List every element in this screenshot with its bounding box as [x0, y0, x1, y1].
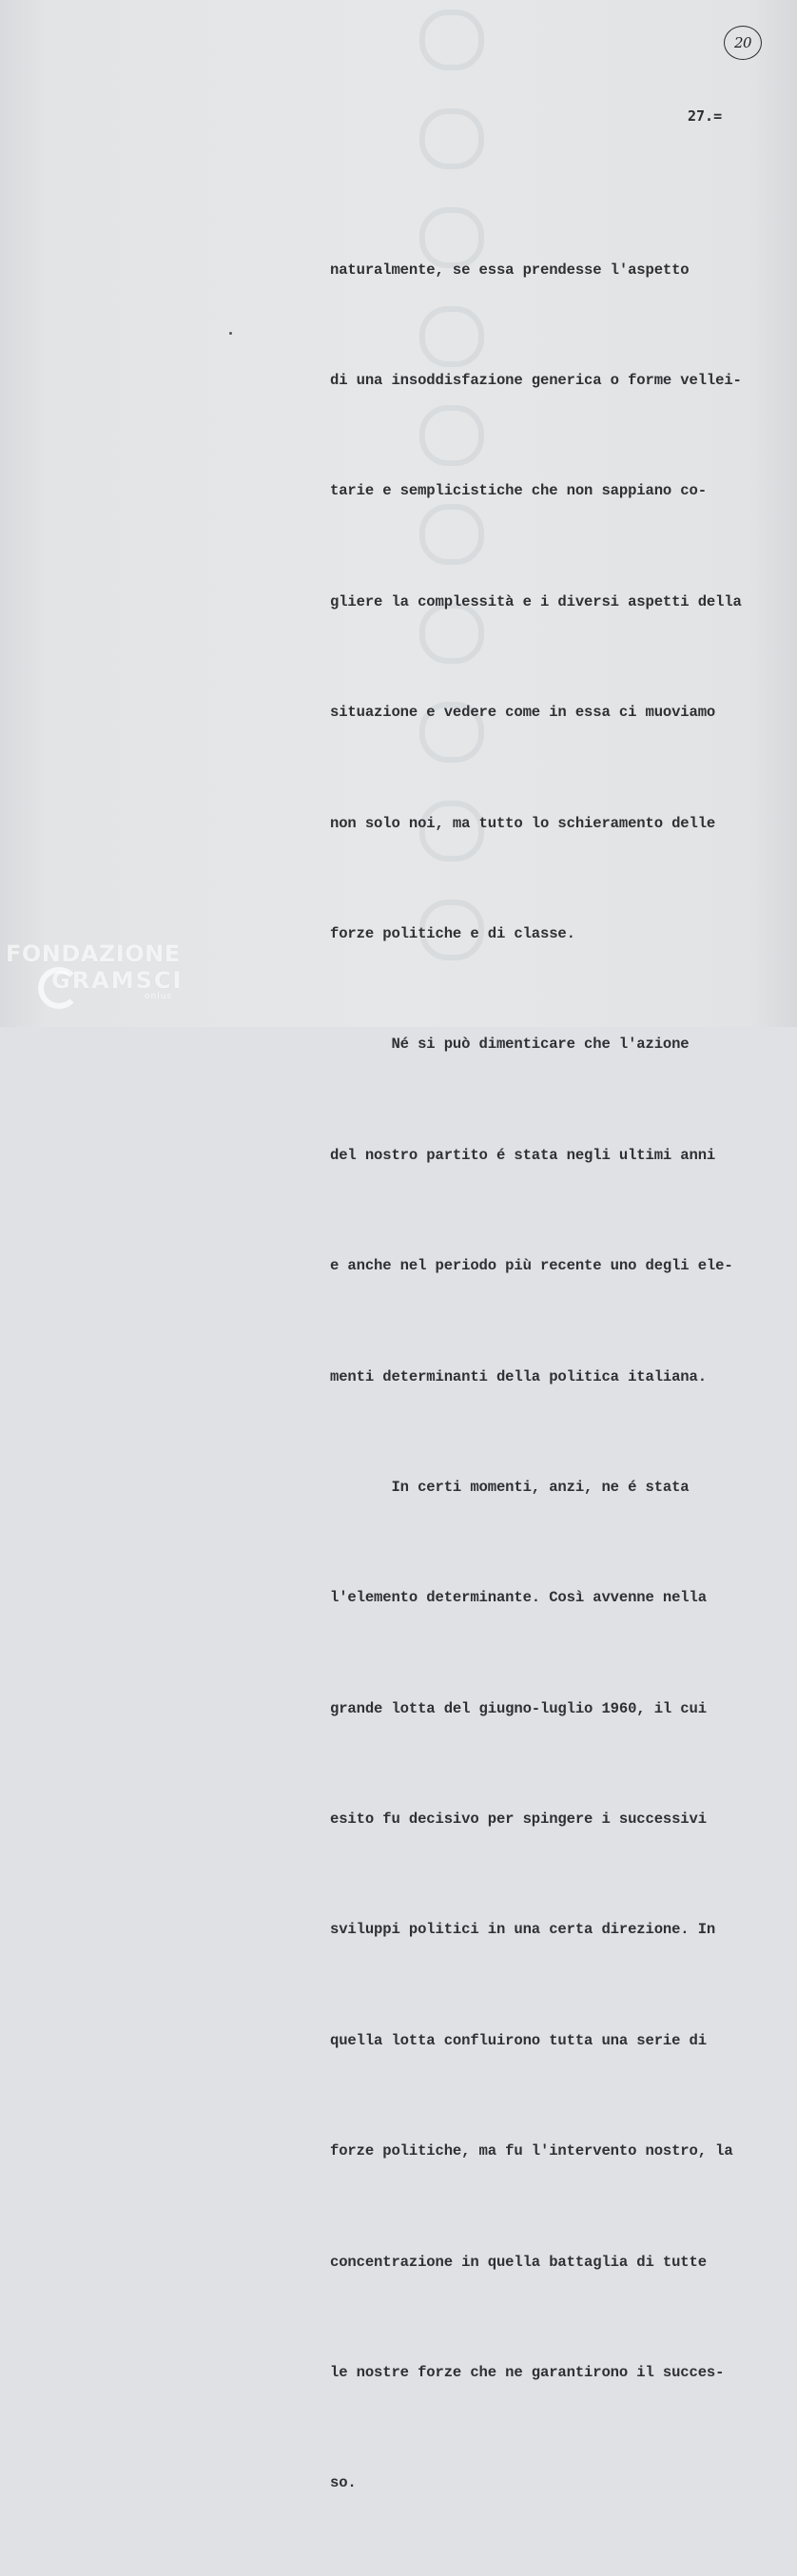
folio-mark: 20 — [724, 26, 762, 60]
text-line: so. — [330, 2474, 357, 2492]
text-line: concentrazione in quella battaglia di tutte — [330, 2253, 707, 2271]
text-line: l'elemento determinante. Così avvenne nella — [330, 1589, 707, 1607]
text-line: tarie e semplicistiche che non sappiano co- — [330, 482, 707, 500]
text-line: e anche nel periodo più recente uno degli ele- — [330, 1257, 733, 1275]
watermark-g-logo-icon — [38, 967, 80, 1009]
text-line: quella lotta confluirono tutta una serie di — [330, 2031, 707, 2049]
ink-speck — [229, 332, 232, 335]
text-line: di una insoddisfazione generica o forme vellei- — [330, 371, 742, 389]
text-line: menti determinanti della politica italiana. — [330, 1367, 707, 1385]
text-line: non solo noi, ma tutto lo schieramento delle — [330, 814, 716, 832]
text-line: forze politiche e di classe. — [330, 924, 575, 942]
typed-text-body — [330, 178, 787, 2576]
watermark-line-1: FONDAZIONE — [6, 940, 181, 967]
text-line: del nostro partito é stata negli ultimi anni — [330, 1146, 716, 1164]
text-line: Né si può dimenticare che l'azione — [330, 1036, 690, 1054]
text-line: esito fu decisivo per spingere i successivi — [330, 1811, 707, 1829]
watermark-line-2: GRAMSCI — [51, 967, 184, 994]
watermark-line-3: onlus — [145, 992, 173, 1001]
fondazione-gramsci-watermark — [6, 940, 196, 1001]
text-line: In certi momenti, anzi, ne é stata — [330, 1478, 690, 1496]
text-line: naturalmente, se essa prendesse l'aspetto — [330, 261, 690, 279]
page-number: 27.= — [688, 107, 723, 125]
text-line: gliere la complessità e i diversi aspetti della — [330, 592, 742, 610]
text-line: forze politiche, ma fu l'intervento nostro, la — [330, 2142, 733, 2160]
text-line: situazione e vedere come in essa ci muoviamo — [330, 704, 716, 722]
text-line: le nostre forze che ne garantirono il succes- — [330, 2364, 725, 2382]
text-line: sviluppi politici in una certa direzione. In — [330, 1921, 716, 1939]
text-line: grande lotta del giugno-luglio 1960, il cui — [330, 1699, 707, 1717]
